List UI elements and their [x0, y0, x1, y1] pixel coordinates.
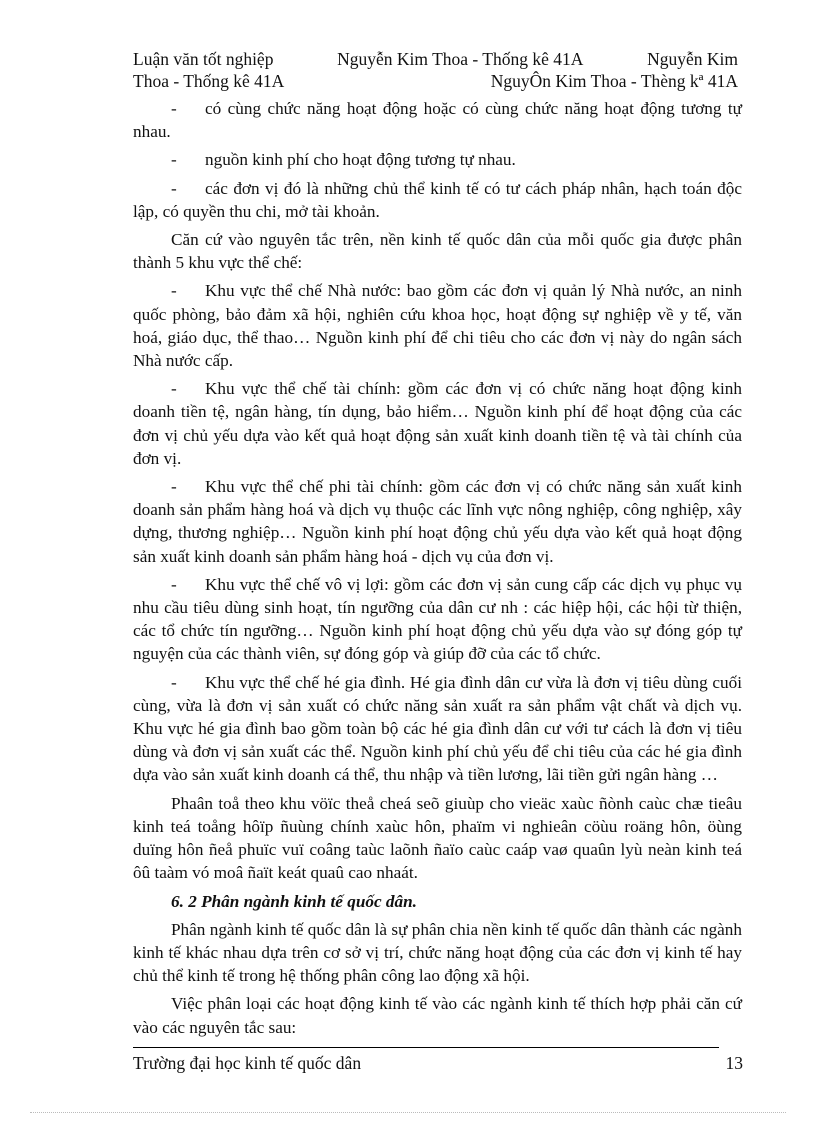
body-text — [133, 97, 742, 1044]
bullet-paragraph — [133, 148, 742, 171]
dash-marker: - — [171, 150, 177, 170]
paragraph — [133, 228, 742, 274]
paragraph-text: 6. 2 Phân ngành kinh tế quốc dân. — [171, 891, 417, 911]
paragraph-text: Căn cứ vào nguyên tắc trên, nền kinh tế quốc dân của mỗi quốc gia được phân thành 5 khu vực thể chế: — [133, 230, 742, 273]
paragraph-text: các đơn vị đó là những chủ thể kinh tế có tư cách pháp nhân, hạch toán độc lập, có quyền thu chi, mở tài khoản. — [133, 178, 742, 221]
bullet-paragraph — [133, 177, 742, 223]
dash-marker: - — [171, 178, 177, 198]
bottom-dotted-rule — [30, 1112, 786, 1113]
paragraph-text: Khu vực thể chế vô vị lợi: gồm các đơn vị sản cung cấp các dịch vụ phục vụ nhu cầu tiêu dùng sinh hoạt, tín ngưỡng của dân cư nh : các hiệp hội, các hội từ thiện, các tổ chức tín ngưỡng… Nguồn kinh phí hoạt động chủ yếu dựa vào sự đóng góp tự nguyện của các thành viên, sự đóng góp và giúp đỡ của các tổ chức. — [133, 574, 742, 664]
paragraph-text: Khu vực thể chế tài chính: gồm các đơn vị có chức năng hoạt động kinh doanh tiền tệ, ngân hàng, tín dụng, bảo hiểm… Nguồn kinh phí để hoạt động của các đơn vị chủ yếu dựa vào kết quả hoạt động sản xuất kinh doanh tiền tệ và tài chính của đơn vị. — [133, 379, 742, 468]
footer-divider — [133, 1047, 719, 1048]
page-footer — [133, 1053, 743, 1074]
page-header — [133, 48, 738, 92]
bullet-paragraph — [133, 671, 742, 787]
paragraph-text: Khu vực thể chế Nhà nước: bao gồm các đơn vị quản lý Nhà nước, an ninh quốc phòng, bảo đảm xã hội, nghiên cứu khoa học, hoạt động sự nghiệp về y tế, văn hoá, giáo dục, thể thao… Nguồn kinh phí để chi tiêu cho các đơn vị này do ngân sách Nhà nước cấp. — [133, 281, 742, 371]
header-author-fragment: Nguyễn Kim — [647, 49, 738, 69]
header-author-label: Nguyễn Kim Thoa - Thống kê 41A — [337, 49, 584, 69]
header-line-1 — [133, 48, 738, 70]
dash-marker: - — [171, 281, 177, 301]
paragraph-text: Việc phân loại các hoạt động kinh tế vào các ngành kinh tế thích hợp phải căn cứ vào các nguyên tắc sau: — [133, 994, 742, 1037]
dash-marker: - — [171, 477, 177, 497]
page-number: 13 — [725, 1053, 743, 1073]
footer-school-name: Trường đại học kinh tế quốc dân — [133, 1053, 362, 1073]
section-heading — [133, 890, 742, 913]
bullet-paragraph — [133, 573, 742, 666]
header-author-continuation: Thoa - Thống kê 41A — [133, 71, 285, 91]
paragraph-text: Phaân toå theo khu vöïc theå cheá seõ giuùp cho vieäc xaùc ñònh caùc chæ tieâu kinh teá toång hôïp ñuùng chính xaùc hôn, phaïm vi nghieân cöùu roäng hôn, öùng duïng hôn ñeå phuïc vuï coâng taùc laõnh ñaïo caùc caáp vaø quaûn lyù neàn kinh teá ôû taàm vó moâ ñaït keát quaû cao nhaát. — [133, 793, 742, 883]
header-thesis-label: Luận văn tốt nghiệp — [133, 49, 274, 69]
header-line-2 — [133, 70, 738, 92]
dash-marker: - — [171, 379, 177, 399]
paragraph — [133, 792, 742, 885]
paragraph — [133, 992, 742, 1038]
bullet-paragraph — [133, 475, 742, 568]
dash-marker: - — [171, 99, 177, 118]
paragraph-text: Khu vực thể chế hé gia đình. Hé gia đình dân cư vừa là đơn vị tiêu dùng cuối cùng, vừa là đơn vị sản xuất có chức năng sản xuất ra sản phẩm vật chất và dịch vụ. Khu vực hé gia đình bao gồm toàn bộ các hé gia đình dân cư với tư cách là đơn vị tiêu dùng và đơn vị sản xuất các thể. Nguồn kinh phí chủ yếu để chi tiêu của các hé gia đình dựa vào sản xuất kinh doanh cá thể, thu nhập và tiền lương, lãi tiền gửi ngân hàng … — [133, 672, 742, 785]
bullet-paragraph — [133, 97, 742, 143]
bullet-paragraph — [133, 279, 742, 372]
paragraph-text: có cùng chức năng hoạt động hoặc có cùng chức năng hoạt động tương tự nhau. — [133, 99, 742, 142]
header-author-encoded: NguyÔn Kim Thoa - Thèng kª 41A — [490, 71, 738, 91]
paragraph-text: nguồn kinh phí cho hoạt động tương tự nhau. — [205, 150, 516, 170]
bullet-paragraph — [133, 377, 742, 470]
paragraph-text: Phân ngành kinh tế quốc dân là sự phân chia nền kinh tế quốc dân thành các ngành kinh tế khác nhau dựa trên cơ sở vị trí, chức năng hoạt động của các đơn vị kinh tế hay chủ thể kinh tế trong hệ thống phân công lao động xã hội. — [133, 919, 742, 986]
paragraph-text: Khu vực thể chế phi tài chính: gồm các đơn vị có chức năng sản xuất kinh doanh sản phẩm hàng hoá và dịch vụ thuộc các lĩnh vực nông nghiệp, công nghiệp, xây dựng, thương nghiệp… Nguồn kinh phí hoạt động chủ yếu dựa vào kết quả hoạt động sản xuất kinh doanh sản phẩm hàng hoá - dịch vụ của đơn vị. — [133, 477, 742, 566]
dash-marker: - — [171, 672, 177, 692]
paragraph — [133, 918, 742, 988]
dash-marker: - — [171, 574, 177, 594]
